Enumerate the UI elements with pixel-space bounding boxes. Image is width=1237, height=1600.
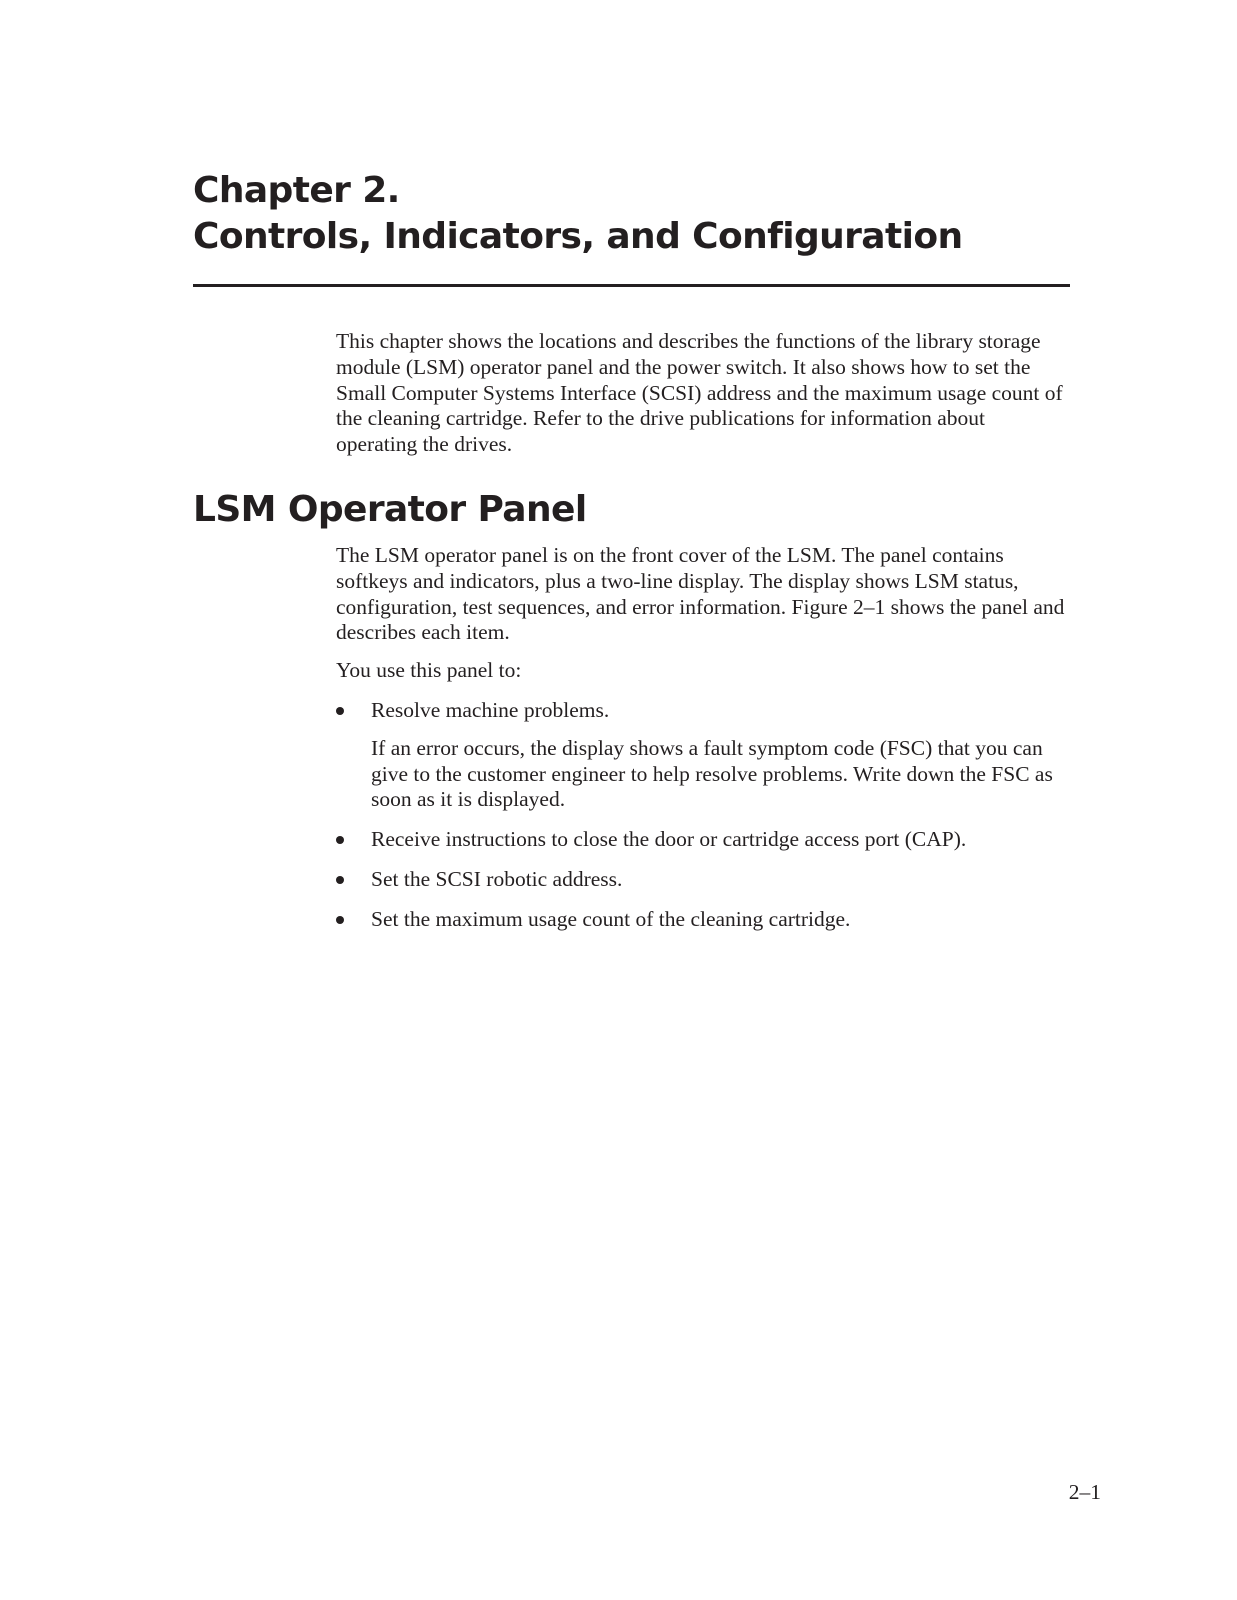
bullet-text: Resolve machine problems.	[371, 697, 610, 722]
list-item	[336, 827, 1066, 853]
page-number: 2–1	[1068, 1480, 1101, 1504]
intro-paragraph: This chapter shows the locations and describes the functions of the library storage module (LSM) operator panel and the power switch. It also shows how to set the Small Computer Systems Interface (SCSI) address and the maximum usage count of the cleaning cartridge. Refer to the drive publications for information about operating the drives.	[336, 329, 1063, 457]
bullet-icon	[336, 707, 344, 715]
list-item	[336, 867, 1066, 893]
bullet-icon	[336, 876, 344, 884]
list-item	[336, 698, 1066, 813]
bullet-note: If an error occurs, the display shows a fault symptom code (FSC) that you can give to the customer engineer to help resolve problems. Write down the FSC as soon as it is displayed.	[371, 735, 1053, 812]
list-item	[336, 907, 1066, 933]
bullet-text: Set the maximum usage count of the cleaning cartridge.	[371, 906, 851, 931]
chapter-title: Controls, Indicators, and Configuration	[193, 216, 963, 257]
section-body	[336, 543, 1066, 947]
bullet-list	[336, 698, 1066, 933]
section-lead-in: You use this panel to:	[336, 658, 522, 683]
bullet-text: Set the SCSI robotic address.	[371, 866, 623, 891]
chapter-label: Chapter 2.	[193, 170, 400, 211]
bullet-text: Receive instructions to close the door or cartridge access port (CAP).	[371, 827, 967, 852]
chapter-divider	[193, 284, 1070, 287]
section-title: LSM Operator Panel	[193, 489, 587, 530]
chapter-heading	[193, 168, 963, 260]
section-paragraph: The LSM operator panel is on the front cover of the LSM. The panel contains softkeys and indicators, plus a two-line display. The display shows LSM status, configuration, test sequences, and error information. Figure 2–1 shows the panel and describes each item.	[336, 543, 1065, 645]
bullet-icon	[336, 916, 344, 924]
intro-block	[336, 329, 1066, 458]
bullet-icon	[336, 836, 344, 844]
